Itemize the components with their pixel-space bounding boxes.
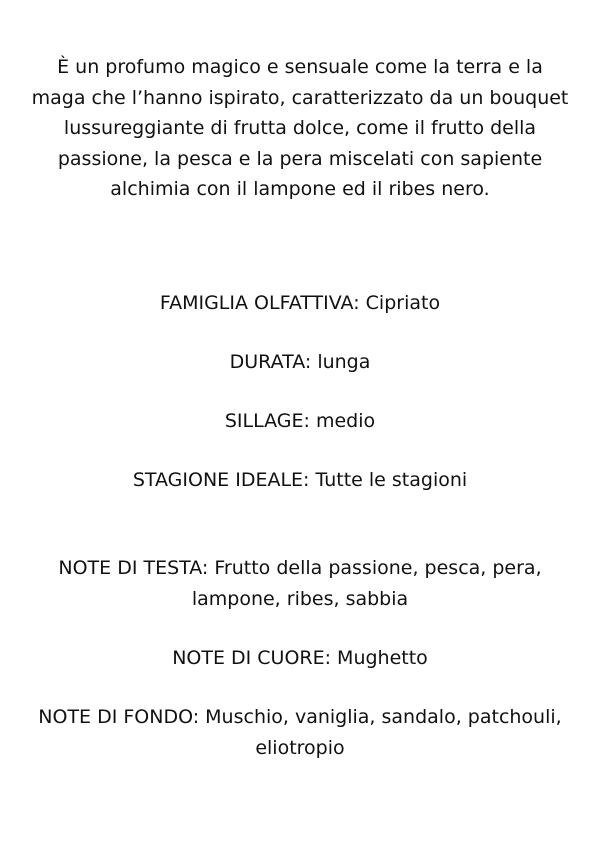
heart-notes: NOTE DI CUORE: Mughetto: [172, 647, 428, 669]
sillage: SILLAGE: medio: [224, 410, 376, 432]
base-notes: NOTE DI FONDO: Muschio, vaniglia, sandalo, patchouli, eliotropio: [38, 706, 562, 759]
duration: DURATA: lunga: [229, 351, 371, 373]
top-notes: NOTE DI TESTA: Frutto della passione, pesca, pera, lampone, ribes, sabbia: [58, 557, 542, 610]
olfactory-family: FAMIGLIA OLFATTIVA: Cipriato: [159, 292, 441, 314]
description-paragraph: È un profumo magico e sensuale come la terra e la maga che l’hanno ispirato, caratterizzato da un bouquet lussureggiante di frutta dolce, come il frutto della passione, la pesca e la pera miscelati con sapiente alchimia con il lampone ed il ribes nero.: [31, 56, 569, 200]
ideal-season: STAGIONE IDEALE: Tutte le stagioni: [132, 469, 468, 491]
